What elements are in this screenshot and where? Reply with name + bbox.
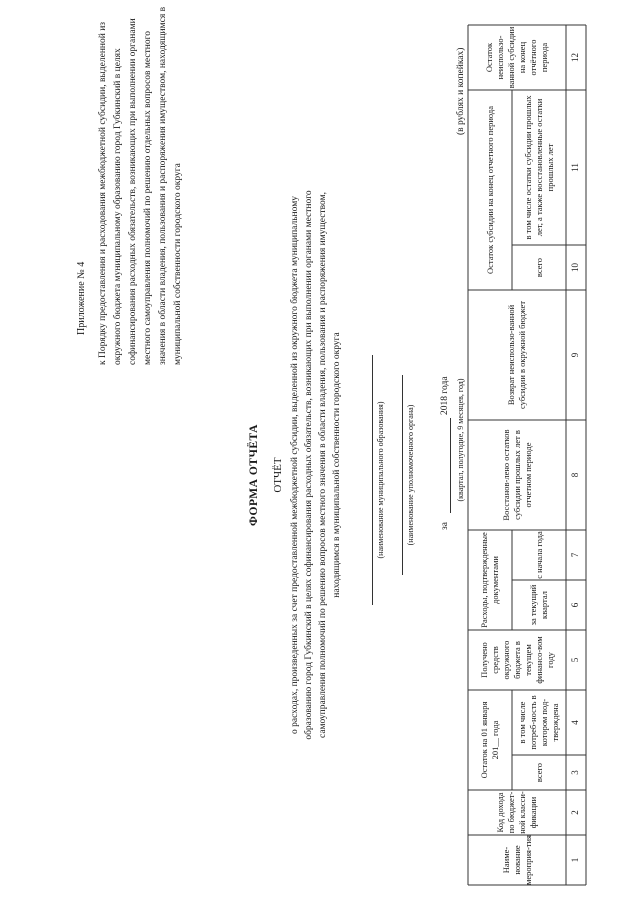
column-number: 7	[570, 552, 580, 558]
municipality-fill-line[interactable]	[372, 355, 373, 605]
header-balance-start: Остаток на 01 января 201__ года	[479, 701, 500, 779]
period-prefix: за	[440, 522, 450, 530]
column-number: 9	[570, 352, 580, 358]
period-fill-line[interactable]	[450, 418, 451, 513]
column-number: 12	[570, 53, 580, 62]
column-number: 2	[570, 810, 580, 815]
header-balance-start-need: в том числе потреб-ность в котором под-тверждена	[517, 695, 560, 750]
column-number: 10	[570, 263, 580, 272]
header-balance-start-total: всего	[533, 762, 544, 783]
annex-text: к Порядку предоставления и расходования межбюджетной субсидии, выделенной из окружного бюджета муниципальному образованию город Губкинский в целях софинансирования расходных обязательств, возникающих при выполнении органами местного самоуправления полномочий по решению отдельных вопросов местного значения в области владения, пользования и распоряжения имуществом, находящимся в муниципальной собственности городского округа	[98, 6, 183, 365]
header-balance-end-total: всего	[533, 257, 544, 278]
column-number: 1	[570, 857, 580, 863]
header-expenses: Расходы, подтвержденные документами	[479, 532, 500, 628]
annex-label: Приложение № 4	[76, 261, 87, 335]
header-received: Получено средств окружного бюджета в текущем финансо-вом году	[478, 636, 555, 684]
rotated-document-page	[50, 0, 590, 905]
column-number: 6	[570, 602, 580, 608]
header-code: Код дохода по бюджет-ной класси-фикации	[495, 791, 538, 834]
municipality-caption: (наименование муниципального образования)	[376, 401, 385, 559]
report-description: о расходах, произведенных за счет предоставленной межбюджетной субсидии, выделенной из окружного бюджета муниципальному образованию город Губкинский в целях софинансирования расходных обязательств, возникающих при выполнении органами местного самоуправления полномочий по решению вопросов местного значения в области владения, пользования и распоряжения имуществом, находящимся в муниципальной собственности городского округа	[290, 190, 342, 740]
column-number: 8	[570, 472, 580, 478]
column-number: 5	[570, 657, 580, 663]
column-number: 4	[570, 720, 580, 725]
form-title: ФОРМА ОТЧЁТА	[248, 424, 260, 526]
header-balance-end-prev: в том числе остатки субсидии прошлых лет, а также восстановленные остатки прошлых лет	[522, 95, 555, 240]
units-note: (в рублях и копейках)	[456, 47, 466, 135]
header-restored: Восстанов-лено остатков субсидии прошлых лет в отчетном периоде	[500, 429, 533, 521]
header-expenses-quarter: за текущий квартал	[528, 584, 549, 626]
authority-fill-line[interactable]	[402, 375, 403, 575]
period-caption: (квартал, полугодие, 9 месяцев, год)	[456, 378, 465, 502]
header-unused-balance: Остаток неиспользо-ванной субсидии на конец отчётного периода	[484, 26, 549, 89]
column-number: 11	[570, 163, 580, 172]
period-suffix: 2018 года	[440, 376, 450, 415]
header-balance-end: Остаток субсидии на конец отчетного периода	[484, 105, 495, 275]
report-title: ОТЧЁТ	[272, 457, 284, 493]
authority-caption: (наименование уполномоченного органа)	[406, 404, 415, 546]
header-returned: Возврат неиспользо-ванной субсидии в окружной бюджет	[506, 301, 527, 409]
header-name: Наиме-нование мероприя-тия	[500, 835, 533, 885]
header-expenses-year: с начала года	[533, 531, 544, 579]
column-number: 3	[570, 770, 580, 775]
